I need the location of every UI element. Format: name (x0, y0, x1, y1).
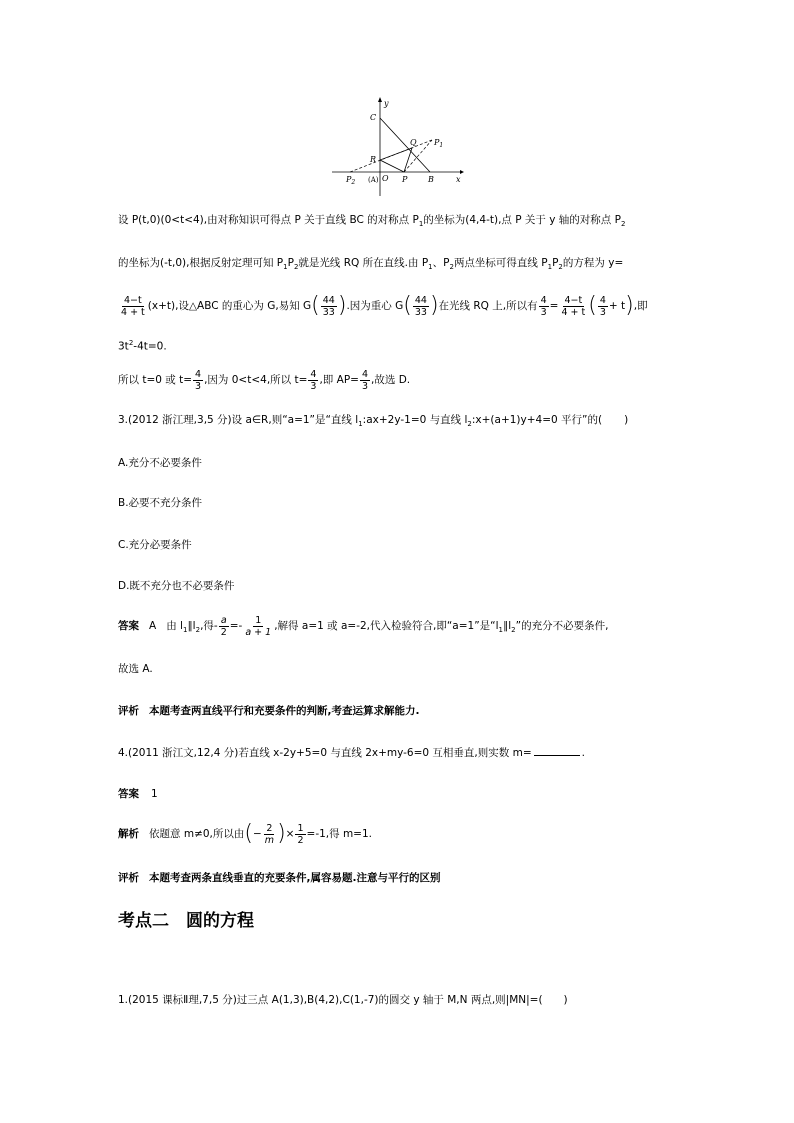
text: 在光线 RQ 上,所以有 (438, 300, 538, 312)
numerator: 1 (297, 822, 304, 834)
paren: ( (311, 293, 320, 318)
denominator: 3 (361, 380, 369, 392)
solution-line-1 (118, 213, 625, 231)
paren: ) (337, 293, 347, 318)
q3-review (118, 704, 419, 718)
denominator: 3 (599, 306, 606, 318)
text: 所以 t=0 或 t= (118, 374, 193, 386)
numerator: 4 (599, 294, 606, 306)
text: ∥l (187, 620, 196, 632)
solution-line-5 (118, 367, 410, 393)
q3-stem (118, 413, 628, 431)
denominator: 2 (220, 626, 227, 638)
text: (x+t),设△ABC 的重心为 G,易知 G (147, 300, 312, 312)
sub: 2 (511, 626, 516, 635)
fraction (219, 615, 229, 638)
text: ,解得 a=1 或 a=-2,代入检验符合,即“a=1”是“l (274, 620, 499, 632)
fraction (559, 295, 587, 318)
text: . (581, 747, 585, 759)
numerator: 4 (361, 368, 369, 380)
text: =-1,得 m=1. (306, 828, 373, 840)
answer-label: 答案 (118, 788, 139, 800)
text: + t (608, 300, 626, 312)
label-x: x (456, 175, 461, 184)
solution-line-2 (118, 256, 623, 274)
text: ,故选 D. (371, 374, 411, 386)
denominator: 4 + t (561, 306, 586, 318)
solution-label: 解析 (118, 828, 139, 840)
fraction (193, 369, 203, 392)
label-r: R (370, 155, 377, 164)
sub: 2 (467, 420, 472, 429)
text: -4t=0. (133, 340, 167, 353)
numerator: 4 (195, 368, 202, 380)
q3-answer (118, 612, 608, 644)
text: 设 P(t,0)(0<t<4),由对称知识可得点 P 关于直线 BC 的对称点 P (118, 214, 419, 226)
review-text: 本题考查两条直线垂直的充要条件,属容易题.注意与平行的区别 (149, 872, 441, 884)
denominator: 3 (310, 380, 317, 392)
q3-option-b: B.必要不充分条件 (118, 497, 203, 509)
paren: ) (277, 821, 286, 846)
paren: ( (403, 293, 412, 318)
text: 的坐标为(4,4-t),点 P 关于 y 轴的对称点 P (423, 214, 621, 226)
q1-stem: 1.(2015 课标Ⅱ理,7,5 分)过三点 A(1,3),B(4,2),C(1,-7)的圆交 y 轴于 M,N 两点,则|MN|=( ) (118, 994, 568, 1006)
text: 、P (432, 257, 450, 269)
text: ,因为 0<t<4,所以 t= (204, 374, 308, 386)
review-text: 本题考查两直线平行和充要条件的判断,考查运算求解能力. (149, 705, 420, 717)
paren: ) (625, 293, 634, 318)
denominator: m (264, 834, 275, 846)
text: ”的充分不必要条件, (515, 620, 609, 632)
label-c: C (370, 113, 377, 122)
label-p: P (402, 175, 408, 184)
q3-option-a: A.充分不必要条件 (118, 457, 202, 469)
section-title: 考点二 圆的方程 (118, 911, 254, 931)
text: 的方程为 y= (562, 257, 624, 269)
sub: 1 (283, 263, 288, 272)
sub: 1 (498, 626, 503, 635)
sub: 2 (449, 263, 454, 272)
fraction (295, 823, 305, 846)
paren: ( (244, 821, 253, 846)
review-label: 评析 (118, 705, 139, 717)
q3-option-c: C.充分必要条件 (118, 539, 192, 551)
numerator: 44 (414, 294, 427, 306)
numerator: 4−t (564, 294, 583, 306)
sup: 2 (128, 339, 134, 347)
segment-pr (380, 160, 404, 172)
label-b: B (428, 175, 434, 184)
text: − (252, 828, 262, 840)
segment-p-p1 (404, 140, 432, 172)
fraction (308, 369, 318, 392)
denominator: 33 (414, 306, 427, 318)
solution-line-3 (118, 293, 648, 319)
fraction (243, 615, 273, 638)
q4-answer (118, 787, 158, 801)
sub: 1 (358, 420, 363, 429)
segment-pq (404, 148, 412, 172)
y-axis-arrow (378, 97, 382, 102)
geometry-figure (330, 96, 470, 200)
denominator: 33 (322, 306, 335, 318)
label-y: y (384, 99, 389, 108)
text: 依题意 m≠0,所以由 (149, 828, 245, 840)
numerator: 4−t (124, 294, 142, 306)
text: :ax+2y-1=0 与直线 l (362, 414, 468, 426)
denominator: a + 1 (245, 626, 272, 638)
fraction (539, 295, 549, 318)
q4-review (118, 871, 440, 885)
denominator: 2 (297, 834, 304, 846)
fraction (360, 369, 370, 392)
answer-blank (534, 755, 580, 756)
q3-option-d: D.既不充分也不必要条件 (118, 580, 235, 592)
answer-value: 1 (151, 788, 158, 800)
text: 就是光线 RQ 所在直线.由 P (298, 257, 429, 269)
text: ,即 (633, 300, 648, 312)
paren: ( (588, 293, 597, 318)
numerator: 1 (255, 614, 262, 626)
denominator: 4 + t (121, 306, 145, 318)
text: 4.(2011 浙江文,12,4 分)若直线 x-2y+5=0 与直线 2x+my-6=0 互相垂直,则实数 m= (118, 747, 532, 759)
fraction (598, 295, 608, 318)
text: 3.(2012 浙江理,3,5 分)设 a∈R,则“a=1”是“直线 l (118, 414, 359, 426)
sub: 2 (195, 626, 201, 635)
label-q: Q (410, 138, 417, 147)
x-axis-arrow (460, 170, 464, 174)
q4-stem (118, 746, 585, 760)
q3-answer-line-2: 故选 A. (118, 663, 153, 675)
fraction (263, 823, 276, 846)
text: 两点坐标可得直线 P (453, 257, 548, 269)
fraction (119, 295, 147, 318)
numerator: 44 (322, 294, 335, 306)
paren: ) (429, 293, 439, 318)
label-p1: $P_1$ (434, 138, 444, 149)
numerator: a (220, 614, 227, 626)
text: 的坐标为(-t,0),根据反射定理可知 P (118, 257, 284, 269)
text: P (287, 257, 294, 269)
sub: 1 (418, 220, 424, 229)
numerator: 4 (310, 368, 317, 380)
numerator: 2 (266, 822, 273, 834)
text: =- (229, 620, 243, 632)
text: ,得- (200, 620, 218, 632)
text: = (549, 300, 559, 312)
solution-line-4 (118, 336, 167, 354)
q4-solution (118, 820, 372, 848)
sub: 1 (182, 626, 188, 635)
answer-label: 答案 (118, 620, 139, 632)
text: ,即 AP= (319, 374, 359, 386)
sub: 1 (547, 263, 553, 272)
review-label: 评析 (118, 872, 139, 884)
label-a: (A) (368, 176, 379, 184)
ray-rq (380, 148, 412, 160)
fraction (413, 295, 429, 318)
denominator: 3 (540, 306, 547, 318)
label-p2: $P_2$ (346, 175, 356, 186)
text: .因为重心 G (346, 300, 404, 312)
numerator: 4 (540, 294, 547, 306)
sub: 2 (620, 220, 626, 229)
text: P (552, 257, 559, 269)
sub: 2 (558, 263, 563, 272)
text: A (149, 620, 157, 632)
label-o: O (382, 174, 389, 183)
sub: 1 (428, 263, 433, 272)
sub: 2 (293, 263, 299, 272)
text: 3t (118, 340, 129, 353)
text: × (285, 828, 295, 840)
text: 由 l (166, 620, 183, 632)
fraction (321, 295, 337, 318)
text: ∥l (502, 620, 512, 632)
text: ) (624, 414, 629, 426)
denominator: 3 (195, 380, 202, 392)
text: :x+(a+1)y+4=0 平行”的( (471, 414, 603, 426)
